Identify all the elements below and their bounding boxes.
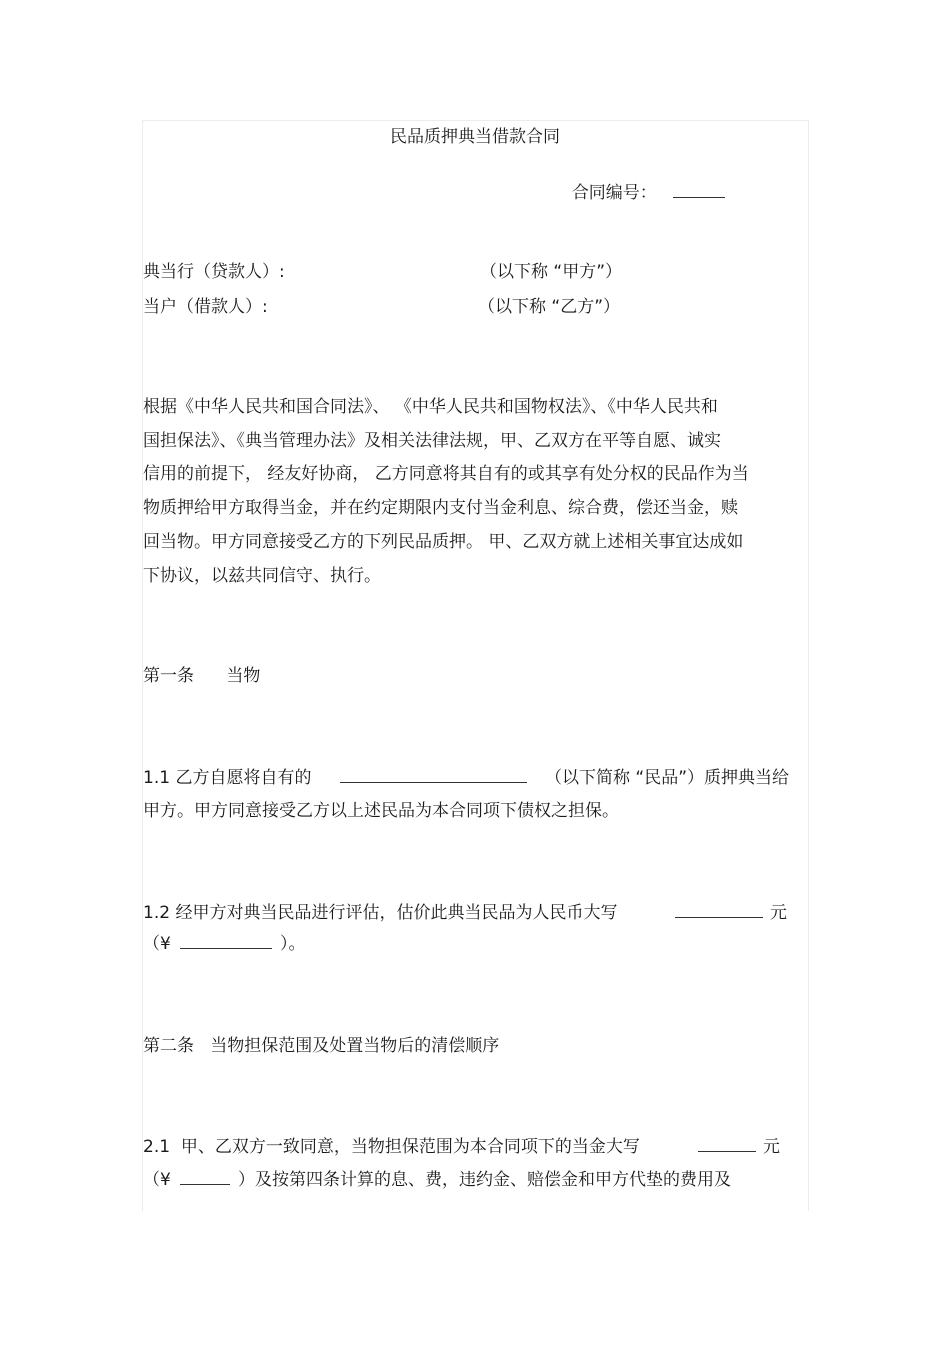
clause-1-2-text: 元 [770,903,787,923]
clause-2-1-text: 元 [763,1137,780,1157]
clause-2-1-blank [698,1137,756,1152]
clause-1-2-blank [675,903,763,918]
clause-2-1-blank [180,1170,230,1185]
clause-1-1-text: 甲方。甲方同意接受乙方以上述民品为本合同项下债权之担保。 [143,801,619,821]
document-title: 民品质押典当借款合同 [390,127,560,147]
pawnshop-alias: （以下称 “甲方”） [480,262,623,282]
pawner-label: 当户（借款人）: [143,297,268,317]
preamble-line: 回当物。甲方同意接受乙方的下列民品质押。 甲、乙双方就上述相关事宜达成如 [143,532,744,552]
clause-1-2-blank [180,934,272,949]
clause-1-1-text: 1.1 乙方自愿将自有的 [143,768,312,788]
clause-1-2-text: （¥ [143,934,171,954]
preamble-line: 下协议，以兹共同信守、执行。 [143,566,381,586]
clause-1-1-blank [340,768,527,783]
article2-heading: 第二条 当物担保范围及处置当物后的清偿顺序 [143,1036,500,1056]
contract-number-label: 合同编号： [561,163,725,203]
clause-2-1-text: ）及按第四条计算的息、费，违约金、赔偿金和甲方代垫的费用及 [238,1170,731,1190]
clause-1-2-text: 1.2 经甲方对典当民品进行评估，估价此典当民品为人民币大写 [143,903,618,923]
preamble-line: 根据《中华人民共和国合同法》、 《中华人民共和国物权法》、《中华人民共和 [143,397,718,417]
preamble-line: 信用的前提下， 经友好协商， 乙方同意将其自有的或其享有处分权的民品作为当 [143,464,749,484]
preamble-line: 物质押给甲方取得当金，并在约定期限内支付当金利息、综合费，偿还当金，赎 [143,498,738,518]
pawner-alias: （以下称 “乙方”） [478,297,621,317]
clause-1-1-text: （以下简称 “民品”）质押典当给 [545,768,790,788]
article1-heading: 第一条 当物 [143,666,261,686]
clause-2-1-text: （¥ [143,1170,171,1190]
contract-number-blank [673,183,725,198]
preamble-line: 国担保法》、《典当管理办法》及相关法律法规，甲、乙双方在平等自愿、诚实 [143,431,721,451]
pawnshop-label: 典当行（贷款人）: [143,262,285,282]
clause-2-1-text: 2.1 甲、乙双方一致同意，当物担保范围为本合同项下的当金大写 [143,1137,640,1157]
clause-1-2-text: ）。 [280,934,306,954]
